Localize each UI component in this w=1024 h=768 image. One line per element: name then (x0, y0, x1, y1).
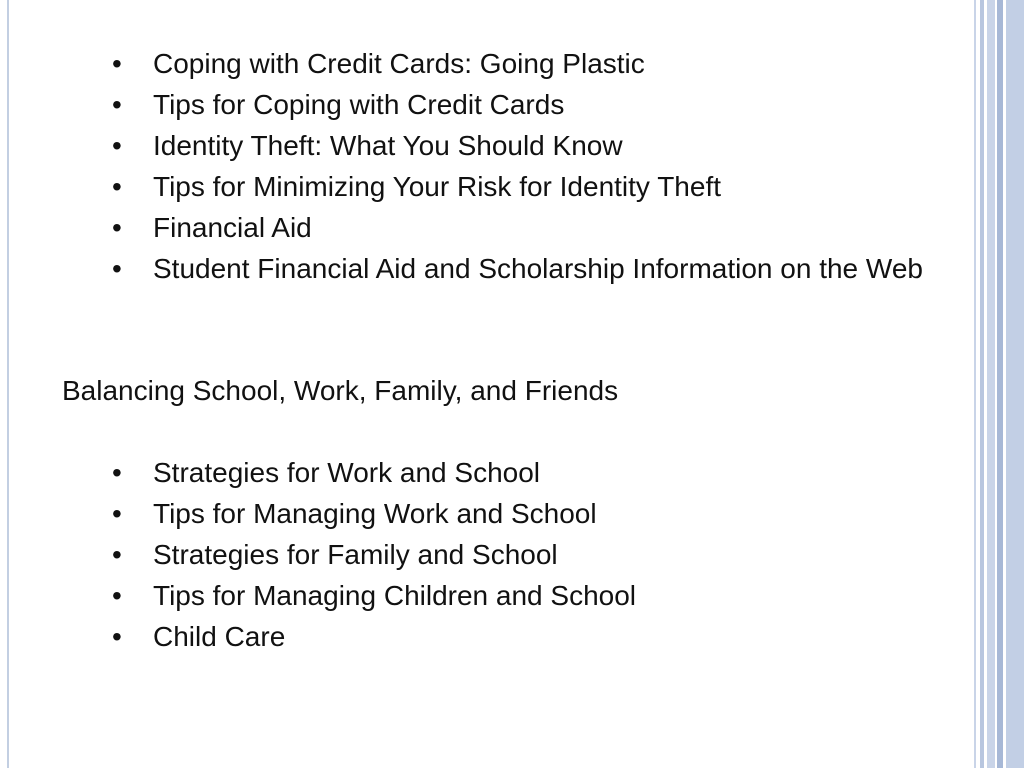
list-item-text: Strategies for Family and School (153, 539, 558, 570)
bullet-icon: • (112, 171, 122, 202)
list-item (112, 575, 952, 616)
list-item-text: Tips for Minimizing Your Risk for Identity Theft (153, 171, 721, 202)
list-item (112, 616, 952, 657)
list-item (112, 125, 952, 166)
list-item-text: Identity Theft: What You Should Know (153, 130, 623, 161)
list-item (112, 534, 952, 575)
list-item-text: Tips for Coping with Credit Cards (153, 89, 565, 120)
section-heading: Balancing School, Work, Family, and Friends (62, 375, 619, 406)
bullet-icon: • (112, 130, 122, 161)
bullet-list-balancing (112, 452, 952, 657)
list-item-text: Child Care (153, 621, 286, 652)
bullet-icon: • (112, 89, 122, 120)
bullet-icon: • (112, 539, 122, 570)
list-item-text: Student Financial Aid and Scholarship Information on the Web (153, 253, 923, 284)
list-item (112, 43, 952, 84)
list-item-text: Coping with Credit Cards: Going Plastic (153, 48, 645, 79)
list-item-text: Strategies for Work and School (153, 457, 541, 488)
list-item (112, 493, 952, 534)
bullet-icon: • (112, 212, 122, 243)
bullet-icon: • (112, 457, 122, 488)
bullet-icon: • (112, 498, 122, 529)
bullet-icon: • (112, 253, 122, 284)
list-item (112, 248, 952, 289)
list-item-text: Financial Aid (153, 212, 312, 243)
list-item (112, 452, 952, 493)
bullet-icon: • (112, 621, 122, 652)
bullet-list-finance (112, 43, 952, 289)
list-item-text: Tips for Managing Children and School (153, 580, 637, 611)
right-decorative-stripes (974, 0, 1024, 768)
list-item (112, 207, 952, 248)
bullet-icon: • (112, 580, 122, 611)
list-item (112, 84, 952, 125)
list-item (112, 166, 952, 207)
list-item-text: Tips for Managing Work and School (153, 498, 597, 529)
bullet-icon: • (112, 48, 122, 79)
